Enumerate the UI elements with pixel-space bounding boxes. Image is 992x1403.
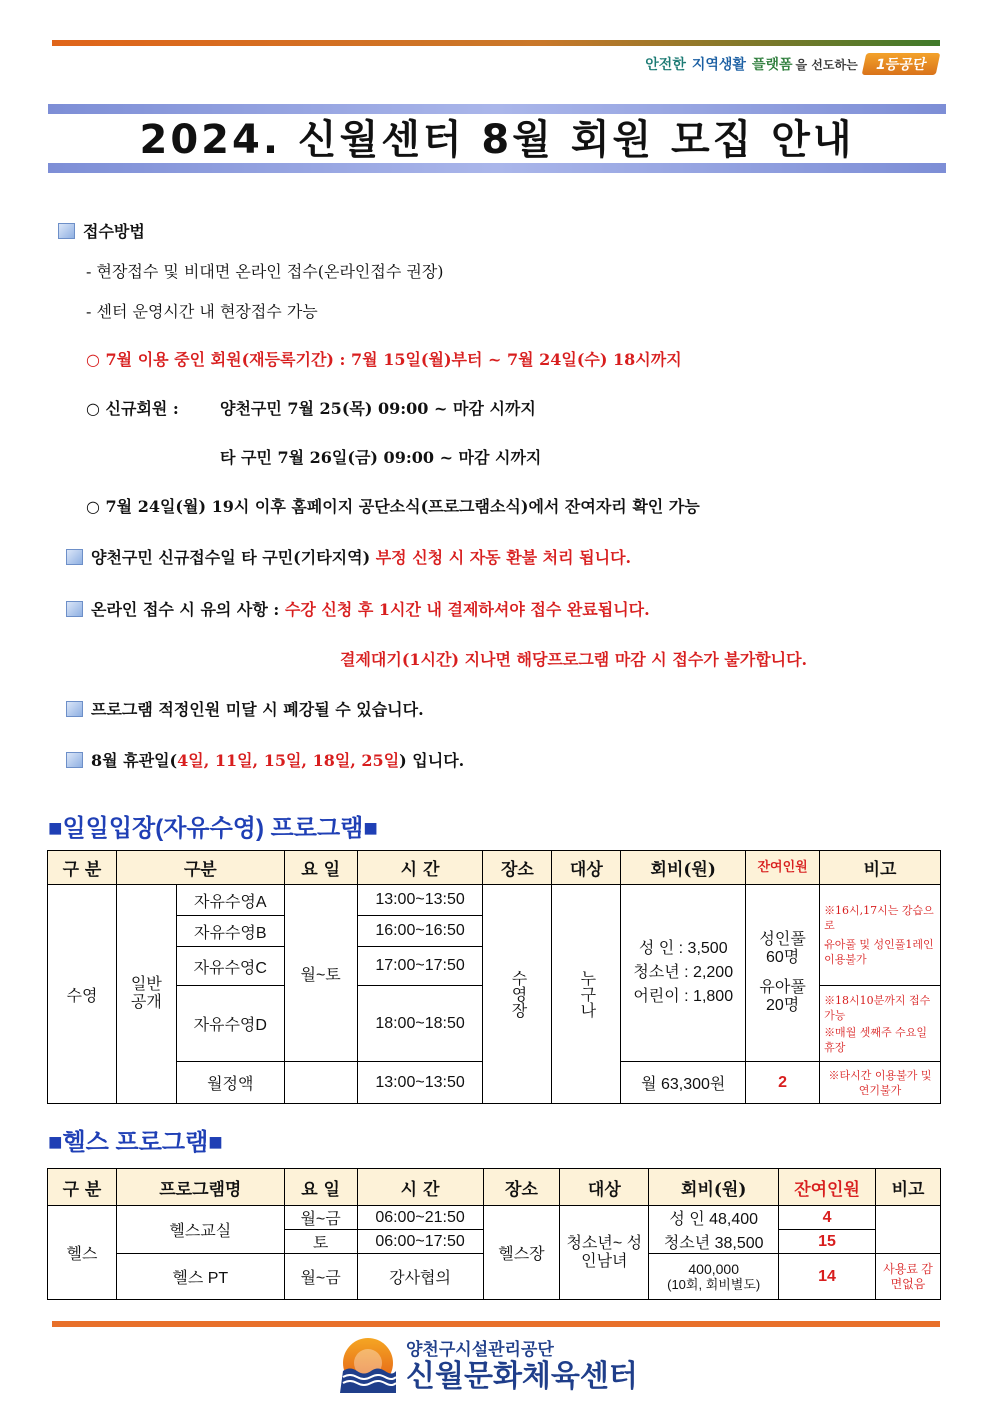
footer-org-name: 양천구시설관리공단 [406,1340,554,1360]
slogan-part-3: 플랫폼 [751,57,793,73]
health-header-fee: 회비(원) [649,1169,779,1206]
slogan-part-4: 을 선도하는 [795,57,858,72]
swim-time-monthly: 13:00~13:50 [357,1062,483,1104]
health-header-time: 시 간 [357,1169,483,1206]
method-line-2: - 센터 운영시간 내 현장접수 가능 [86,302,318,321]
method-heading: 접수방법 [58,219,145,242]
health-header-place: 장소 [483,1169,560,1206]
bottom-accent-bar [52,1321,940,1327]
swim-header-days: 요 일 [284,851,357,885]
health-header-program: 프로그램명 [116,1169,284,1206]
health-section-title: ■헬스 프로그램■ [48,1129,223,1156]
footer-logo [340,1335,638,1394]
existing-member-period: ○ 7월 이용 중인 회원(재등록기간) : 7월 15일(월)부터 ~ 7월 24일(수) 18시까지 [86,350,682,369]
square-bullet-icon [66,601,83,617]
online-notice: 온라인 접수 시 유의 사항 : 수강 신청 후 1시간 내 결제하셔야 접수 완료됩니다. [66,597,650,620]
holiday-notice: 8월 휴관일(4일, 11일, 15일, 18일, 25일) 입니다. [66,748,464,771]
new-member-resident: 양천구민 7월 25(목) 09:00 ~ 마감 시까지 [220,399,536,418]
health-days-2: 토 [284,1230,357,1254]
square-bullet-icon [66,752,83,768]
swim-fees [621,885,746,1062]
health-time-2: 06:00~17:50 [357,1230,483,1254]
health-header-category: 구 분 [48,1169,117,1206]
swim-seats [746,885,820,1062]
health-note: 사용료 감면없음 [875,1254,940,1300]
swim-fee-youth: 청소년 : 2,200 [633,964,734,981]
health-seats-1: 4 [779,1206,876,1230]
square-bullet-icon [66,549,83,565]
swim-days-monthly [284,1062,357,1104]
swim-program-b: 자유수영B [176,916,284,947]
swim-seats-kids: 유아풀 20명 [759,979,806,1014]
swim-note-2: ※18시10분까지 접수가능 ※매월 셋째주 수요일 휴장 [820,986,941,1062]
square-bullet-icon [58,223,75,239]
swim-time-b: 16:00~16:50 [357,916,483,947]
swim-fee-adult: 성 인 : 3,500 [638,940,728,957]
page-title: 2024. 신월센터 8월 회원 모집 안내 [139,117,855,163]
slogan-part-2: 지역생활 [691,57,746,73]
health-seats-3: 14 [779,1254,876,1300]
health-header-note: 비고 [875,1169,940,1206]
swim-time-c: 17:00~17:50 [357,947,483,986]
swim-note-1: ※16시,17시는 강습으로 유아풀 및 성인풀1레인 이용불가 [820,885,941,986]
health-program-1: 헬스교실 [116,1206,284,1254]
swim-subcategory: 일반공개 [116,885,176,1104]
health-fee-adult: 성 인 48,400 [649,1206,779,1230]
health-time-1: 06:00~21:50 [357,1206,483,1230]
swim-program-c: 자유수영C [176,947,284,986]
footer-center-name: 신월문화체육센터 [406,1359,638,1394]
method-line-1: - 현장접수 및 비대면 온라인 접수(온라인접수 권장) [86,262,444,281]
swim-fee-monthly: 월 63,300원 [621,1062,746,1104]
health-header-days: 요 일 [284,1169,357,1206]
swim-header-fee: 회비(원) [621,851,746,885]
swim-seats-monthly: 2 [746,1062,820,1104]
closing-notice: 프로그램 적정인원 미달 시 폐강될 수 있습니다. [66,697,424,720]
health-time-3: 강사협의 [357,1254,483,1300]
swim-program-a: 자유수영A [176,885,284,916]
health-fee-pt: 400,000 (10회, 회비별도) [649,1254,779,1300]
swim-header-time: 시 간 [357,851,483,885]
swim-program-d: 자유수영D [176,986,284,1062]
new-member-label: ○ 신규회원 : [86,399,179,418]
sun-wave-logo-icon [340,1337,396,1393]
health-table [47,1168,941,1300]
swim-seats-adult: 성인풀 60명 [759,931,806,966]
swim-note-3: ※타시간 이용불가 및 연기불가 [820,1062,941,1104]
swim-header-seats: 잔여인원 [746,851,820,885]
remaining-seat-info: ○ 7월 24일(월) 19시 이후 홈페이지 공단소식(프로그램소식)에서 잔여자리 확인 가능 [86,497,700,516]
health-target: 청소년~ 성인남녀 [560,1206,649,1300]
online-notice-2: 결제대기(1시간) 지나면 해당프로그램 마감 시 접수가 불가합니다. [340,650,808,669]
refund-notice: 양천구민 신규접수일 타 구민(기타지역) 부정 신청 시 자동 환불 처리 됩니다. [66,545,631,568]
swim-header-category: 구 분 [48,851,117,885]
health-fee-youth: 청소년 38,500 [649,1230,779,1254]
new-member-nonresident: 타 구민 7월 26일(금) 09:00 ~ 마감 시까지 [220,448,542,467]
health-header-target: 대상 [560,1169,649,1206]
square-bullet-icon [66,701,83,717]
swim-time-d: 18:00~18:50 [357,986,483,1062]
swim-section-title: ■일일입장(자유수영) 프로그램■ [48,815,378,842]
slogan-part-1: 안전한 [645,57,686,73]
swim-time-a: 13:00~13:50 [357,885,483,916]
health-days-1: 월~금 [284,1206,357,1230]
first-class-badge: 1등공단 [861,53,940,75]
health-days-3: 월~금 [284,1254,357,1300]
swim-place: 수영장 [483,885,552,1104]
swim-fee-child: 어린이 : 1,800 [633,988,734,1005]
swim-header-target: 대상 [552,851,621,885]
swim-program-monthly: 월정액 [176,1062,284,1104]
health-header-seats: 잔여인원 [779,1169,876,1206]
swim-category: 수영 [48,885,117,1104]
title-band-bottom [48,163,946,173]
swim-header-program: 구분 [116,851,284,885]
swim-target: 누구나 [552,885,621,1104]
health-note-empty [875,1206,940,1254]
swim-header-note: 비고 [820,851,941,885]
health-program-2: 헬스 PT [116,1254,284,1300]
swim-header-place: 장소 [483,851,552,885]
health-category: 헬스 [48,1206,117,1300]
title-band-top [48,104,946,114]
slogan [645,52,938,76]
swim-table [47,850,941,1104]
health-seats-2: 15 [779,1230,876,1254]
swim-days: 월~토 [284,885,357,1062]
top-accent-bar [52,40,940,46]
health-place: 헬스장 [483,1206,560,1300]
title-banner [48,104,946,174]
